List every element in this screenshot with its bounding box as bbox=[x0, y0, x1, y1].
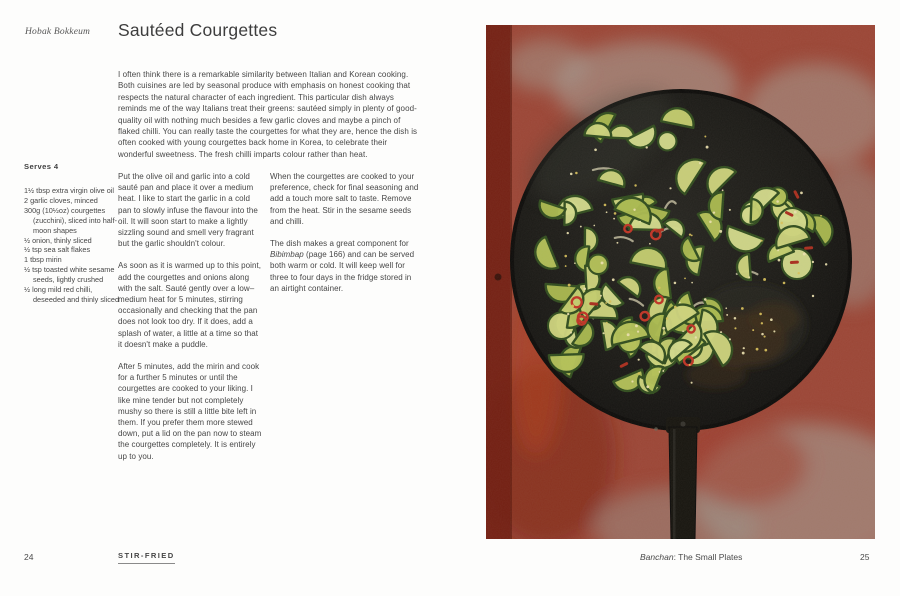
serves-label: Serves 4 bbox=[24, 162, 59, 171]
ingredient-item: ½ tsp sea salt flakes bbox=[24, 245, 91, 255]
right-page-number: 25 bbox=[860, 552, 870, 562]
ingredient-item: ½ onion, thinly sliced bbox=[24, 235, 92, 245]
right-footer bbox=[640, 552, 742, 562]
footer-chapter-italic: Banchan bbox=[640, 552, 674, 562]
ingredient-item: 2 garlic cloves, minced bbox=[24, 195, 98, 205]
ingredient-item: ½ tsp toasted white sesame seeds, lightly crushed bbox=[24, 265, 115, 285]
ingredient-item: 300g (10½oz) courgettes (zucchini), sliced into half-moon shapes bbox=[24, 205, 117, 235]
cross-reference: Bibimbap bbox=[270, 250, 304, 260]
method-paragraph: When the courgettes are cooked to your preference, check for final seasoning and add a touch more salt to taste. Remove from the heat. Stir in the sesame seeds and chilli. bbox=[270, 172, 419, 226]
recipe-intro: I often think there is a remarkable similarity between Italian and Korean cooking. Both cuisines are led by seasonal produce with emphasis on honest cooking that respects the natural character of each ingredient. This particular dish always reminds me of the way Italians treat their greens: sautéed simply in plenty of good-quality oil with nothing much besides a few garlic cloves and maybe a pinch of flaked chilli. You can really taste the courgettes for what they are, hence the dish is often cooked with young courgettes back home in Korea, to celebrate their wonderful sweetness. The fresh chilli imparts colour rather than heat. bbox=[118, 70, 418, 159]
method-paragraph: As soon as it is warmed up to this point, add the courgettes and onions along with the salt. Sauté gently over a low–medium heat for 5 minutes, stirring occasionally and checking that the pan does not look too dry. If it does, add a splash of water, a little at a time so that it doesn't make a puddle. bbox=[118, 261, 262, 349]
method-column-1 bbox=[118, 171, 264, 473]
method-paragraph bbox=[270, 238, 420, 294]
footer-chapter-rest: : The Small Plates bbox=[673, 552, 743, 562]
method-paragraph: After 5 minutes, add the mirin and cook for a further 5 minutes or until the courgettes are cooked to your liking. I like mine tender but not completely mushy so there is still a little bite left in them. If you prefer them more stewed down, put a lid on the pan now to steam the courgettes completely. It is entirely up to you. bbox=[118, 362, 262, 461]
recipe-korean-name: Hobak Bokkeum bbox=[25, 27, 91, 37]
method-paragraph: Put the olive oil and garlic into a cold sauté pan and place it over a medium heat. I like to start the garlic in a cold pan to slowly infuse the flavour into the oil. It will soon start to make a lightly sizzling sound and smell very fragrant but the garlic shouldn't colour. bbox=[118, 172, 258, 249]
dish-photo bbox=[486, 25, 875, 539]
method-column-2 bbox=[270, 171, 420, 305]
ingredient-item: 1 tbsp mirin bbox=[24, 255, 62, 265]
page-title: Sautéed Courgettes bbox=[118, 20, 278, 40]
method-text: The dish makes a great component for bbox=[270, 239, 409, 249]
chapter-section-label: STIR-FRIED bbox=[118, 551, 175, 564]
ingredients-list bbox=[24, 186, 120, 305]
ingredient-item: ½ long mild red chilli, deseeded and thinly sliced bbox=[24, 285, 120, 304]
ingredient-item: 1½ tbsp extra virgin olive oil bbox=[24, 186, 115, 195]
photo-grain bbox=[486, 25, 875, 539]
left-page-number: 24 bbox=[24, 552, 34, 562]
dish-photo-svg bbox=[486, 25, 875, 539]
method-text: (page 166) and can be served both warm or cold. It will keep well for three to four days in the fridge stored in an airtight container. bbox=[270, 250, 415, 293]
